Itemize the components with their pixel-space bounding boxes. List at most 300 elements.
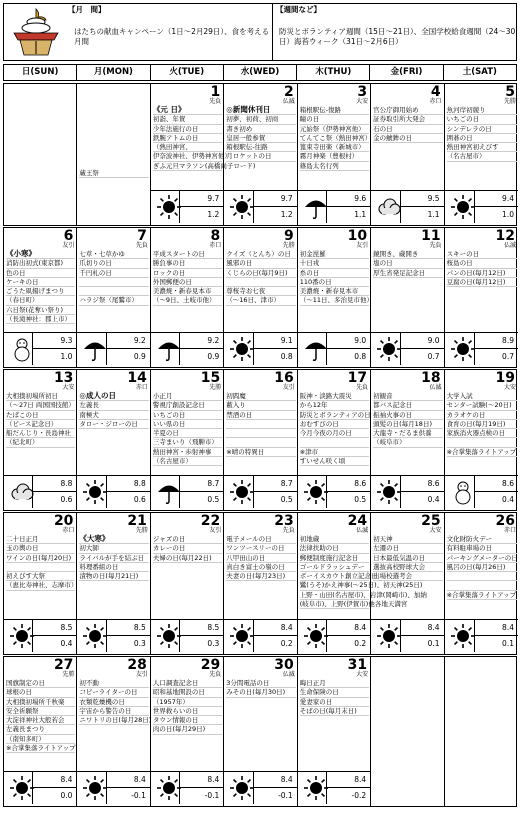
event-line: 頭髪の日(毎月18日) [373, 420, 442, 429]
temp-low: 0.4 [474, 492, 518, 508]
event-line [226, 438, 295, 447]
day-number: 12 [495, 228, 515, 244]
event-line: 夫婦の日(毎月22日) [153, 554, 222, 563]
event-line: 篠島太名行列 [300, 162, 369, 171]
day-number: 14 [127, 370, 147, 386]
event-line: 食育の日(毎月19日) [447, 420, 517, 429]
sun-icon [9, 775, 35, 801]
temp-high: 9.2 [106, 333, 150, 349]
day-events [300, 679, 369, 716]
rokuyo-label: 先勝 [209, 384, 222, 391]
day-events [373, 106, 442, 143]
temp-high: 8.4 [326, 620, 370, 636]
day-cell [445, 370, 518, 510]
event-line: 法律扶助の日 [300, 544, 369, 553]
dow-sun: 日(SUN) [4, 65, 77, 80]
snowman-icon [450, 479, 476, 505]
event-line: （春日町） [6, 296, 75, 305]
week-row [3, 512, 517, 655]
temp-high: 9.2 [179, 333, 223, 349]
temp-low: 0.6 [32, 492, 76, 508]
event-line: 初閻魔 [226, 392, 295, 401]
sun-icon [303, 775, 329, 801]
event-line: 阪神・淡路大震災 [300, 392, 369, 401]
event-line [447, 581, 517, 590]
day-number: 2 [283, 84, 294, 100]
sun-icon [229, 775, 255, 801]
event-line: 都バス記念日 [373, 401, 442, 410]
day-cell [77, 513, 150, 654]
empty-day-cell [4, 84, 77, 225]
event-line: 藪入り [226, 401, 295, 410]
event-line: ケーキの日 [6, 278, 75, 287]
dow-thu: 木(THU) [297, 65, 370, 80]
event-line: 糸の日 [300, 269, 369, 278]
event-line: 美濃焼・新春見本市 [300, 287, 369, 296]
event-line: 二十日正月 [6, 535, 75, 544]
cloud-icon [9, 479, 35, 505]
empty-day-cell [77, 84, 150, 225]
event-line: 豆腐の日(毎月12日) [447, 278, 517, 287]
day-events [299, 250, 373, 306]
sun-icon [376, 479, 402, 505]
weather-box [445, 190, 518, 225]
temp-low: 1.1 [400, 207, 444, 223]
event-line: 世界救らいの日 [153, 707, 222, 716]
event-line: ぎふ元旦マラソン(高橋尚子ロード) [152, 161, 256, 170]
event-line: ※合掌集落ライトアップ [446, 590, 517, 599]
event-line: 人口調査記念日 [153, 679, 222, 688]
event-line: 初大師 [79, 544, 148, 553]
rokuyo-label: 先負 [356, 384, 369, 391]
event-line: 玉の輿の日 [6, 544, 75, 553]
rokuyo-label: 仏滅 [282, 98, 295, 105]
event-line: （～16日、津市） [226, 296, 295, 305]
event-line: 船だんじり・長島神社 [6, 429, 75, 438]
day-cell [224, 513, 297, 654]
event-line: いい県の日 [153, 420, 222, 429]
event-line: ※晴の特異日 [226, 448, 295, 457]
calendar-page [3, 3, 517, 811]
day-events [226, 250, 295, 306]
day-number: 29 [200, 657, 221, 673]
temp-low: 0.5 [326, 492, 370, 508]
week-row [3, 83, 517, 226]
event-line: センター試験(～20日) [447, 401, 517, 410]
event-line: 大相撲初場所初日 [6, 392, 75, 401]
event-line: 初詣、年賀 [153, 115, 222, 124]
dow-tue: 火(TUE) [151, 65, 224, 80]
temp-low: 0.5 [253, 492, 297, 508]
temp-high: 8.4 [474, 620, 518, 636]
day-events [300, 392, 369, 466]
rokuyo-label: 先負 [429, 242, 442, 249]
event-line: から12年 [300, 401, 369, 410]
day-number: 31 [347, 657, 368, 673]
event-line [447, 438, 517, 447]
event-line: ジャズの日 [153, 535, 222, 544]
day-cell [298, 228, 371, 367]
event-line: 初天神 [373, 535, 442, 544]
event-line: タロー・ジローの日 [79, 420, 148, 429]
event-line: 金の鯱鉾の日 [373, 134, 442, 143]
event-line: 皇居一般参賀 [226, 134, 295, 143]
event-line: ロックの日 [153, 269, 222, 278]
event-line: 爪切りの日 [79, 259, 148, 268]
day-events [6, 250, 75, 324]
sun-icon [450, 336, 476, 362]
temp-low: 1.0 [32, 349, 76, 365]
day-number: 4 [430, 84, 441, 100]
event-line: スキーの日 [447, 250, 517, 259]
umbrella-icon [303, 336, 329, 362]
sun-icon [376, 336, 402, 362]
day-cell [151, 228, 224, 367]
event-line: クイズ（とんち）の日 [226, 250, 295, 259]
event-line: 今月今夜の月の日 [300, 429, 369, 438]
day-number: 9 [283, 228, 294, 244]
rokuyo-label: 赤口 [503, 527, 516, 534]
day-number: 11 [421, 228, 441, 244]
temp-high: 8.4 [400, 620, 444, 636]
temp-high: 9.3 [32, 333, 76, 349]
temp-high: 8.5 [179, 620, 223, 636]
event-line: 色の日 [6, 269, 75, 278]
day-cell [4, 228, 77, 367]
event-line: 初えびす大祭 [6, 572, 75, 581]
weather-box [77, 475, 149, 510]
event-line: 夫妻の日(毎月23日) [226, 572, 295, 581]
event-line: ◎成人の日 [79, 392, 148, 401]
weather-box [298, 771, 370, 806]
sun-icon [156, 623, 182, 649]
temp-high: 8.6 [400, 476, 444, 492]
temp-low: 0.4 [32, 636, 76, 652]
weather-box [151, 619, 223, 654]
weather-box [371, 475, 443, 510]
weather-box [151, 332, 223, 367]
rokuyo-label: 赤口 [62, 527, 75, 534]
event-line: 《元 日》 [153, 106, 222, 115]
event-line: ワインの日(毎月20日) [6, 554, 75, 563]
temp-low: 0.7 [474, 349, 518, 365]
weather-box [224, 771, 296, 806]
event-line: 消防出初式(東京都) [6, 259, 75, 268]
rokuyo-label: 赤口 [135, 384, 148, 391]
day-cell [77, 657, 150, 806]
event-line: 官公庁御用始め [373, 106, 442, 115]
temp-high: 9.4 [474, 191, 518, 207]
day-cell [298, 84, 371, 225]
sun-icon [82, 775, 108, 801]
weather-box [445, 332, 518, 367]
snowman-icon [9, 336, 35, 362]
sun-icon [229, 623, 255, 649]
rokuyo-label: 先負 [282, 527, 295, 534]
day-number: 13 [53, 370, 74, 386]
day-cell [77, 370, 150, 510]
rokuyo-label: 友引 [282, 384, 295, 391]
event-line: たばこの日 [6, 411, 75, 420]
event-line: ※合掌集落ライトアップ [446, 447, 517, 456]
event-line: （～11日、多治見市他） [299, 296, 373, 305]
sun-icon [376, 623, 402, 649]
event-line: 美濃焼・新春見本市 [153, 287, 222, 296]
temp-low: 0.1 [474, 636, 518, 652]
event-line: 小正月 [153, 392, 222, 401]
event-line: みその日(毎月30日) [226, 688, 295, 697]
day-cell [151, 657, 224, 806]
monthly-text: はたちの献血キャンペーン（1日～2月29日）、食を考える月間 [74, 27, 270, 46]
day-cell [298, 657, 371, 806]
day-cell [371, 228, 444, 367]
event-line: 電子メールの日 [226, 535, 295, 544]
event-line: （ピース記念日） [6, 420, 75, 429]
week-row [3, 656, 517, 807]
weather-box [224, 475, 296, 510]
temp-low: 1.0 [474, 207, 518, 223]
event-line: ニワトリの日(毎月28日) [79, 716, 152, 725]
monthly-title: 【月 間】 [68, 5, 106, 14]
temp-low: -0.2 [326, 788, 370, 804]
day-number: 16 [274, 370, 294, 386]
event-line [226, 429, 295, 438]
temp-high: 9.1 [253, 333, 297, 349]
event-line: ハラジ祭（尾鷲市） [79, 296, 148, 305]
day-number: 18 [421, 370, 441, 386]
day-cell [445, 84, 518, 225]
event-line: 防災とボランティアの日 [299, 410, 371, 419]
event-line: 振袖火事の日 [373, 411, 442, 420]
event-line: 家族消火器点検の日 [447, 429, 517, 438]
temp-low: 0.9 [106, 349, 150, 365]
day-events [153, 679, 222, 735]
event-line [226, 278, 295, 287]
sun-icon [229, 336, 255, 362]
day-number: 8 [210, 228, 221, 244]
calendar-header [3, 3, 517, 61]
event-line: 大相撲初場所千秋楽 [6, 698, 75, 707]
temp-high: 8.6 [326, 476, 370, 492]
rokuyo-label: 先勝 [62, 671, 75, 678]
event-line: 初夢、初荷、初商 [226, 115, 295, 124]
rokuyo-label: 先勝 [282, 242, 295, 249]
temp-high: 8.4 [106, 772, 150, 788]
event-line: 初地蔵 [300, 535, 369, 544]
event-line: 六日祭(花奪い祭り) [6, 306, 75, 315]
temp-low: 0.2 [253, 636, 297, 652]
event-line: 熱田神宮初えびす [447, 143, 517, 152]
temp-low: 0.3 [106, 636, 150, 652]
weather-box [224, 332, 296, 367]
temp-high: 8.4 [253, 772, 297, 788]
empty-day-cell [445, 657, 518, 806]
sun-icon [82, 479, 108, 505]
event-line: 霧月神楽（豊根村） [300, 152, 369, 161]
event-line: 出場校選考会 [373, 572, 442, 581]
day-events [79, 535, 148, 581]
event-line: （～27日 両国国技館） [6, 401, 75, 410]
week-row [3, 227, 517, 368]
weather-box [4, 332, 76, 367]
event-line: 書き初め [226, 125, 295, 134]
event-line: 日本最低気温の日 [373, 554, 442, 563]
day-number: 28 [127, 657, 147, 673]
event-line: （名古屋市） [153, 457, 222, 466]
event-line: ※津市 [300, 448, 369, 457]
umbrella-icon [82, 336, 108, 362]
temp-low: -0.1 [179, 788, 223, 804]
weather-box [224, 619, 296, 654]
dow-wed: 水(WED) [224, 65, 297, 80]
day-events [299, 106, 372, 171]
event-line: 左義長まつり [6, 725, 75, 734]
rokuyo-label: 大安 [62, 384, 75, 391]
day-number: 6 [63, 228, 74, 244]
event-line: ボーイスカウト創立記念日 [299, 572, 378, 581]
day-cell [445, 228, 518, 367]
event-line: （長滝神社：郡上市） [6, 315, 75, 324]
event-line: 十日戎 [300, 259, 369, 268]
event-line: 勝負事の日 [153, 259, 222, 268]
rokuyo-label: 仏滅 [356, 527, 369, 534]
day-number: 7 [137, 228, 147, 244]
rokuyo-label: 先負 [209, 671, 222, 678]
event-line: コピーライターの日 [79, 688, 148, 697]
weather-box [445, 475, 518, 510]
day-events [6, 679, 75, 753]
temp-low: 0.6 [106, 492, 150, 508]
event-line: 郵便制度施行記念日 [300, 554, 369, 563]
rokuyo-label: 赤口 [209, 242, 222, 249]
temp-low: 0.5 [179, 492, 223, 508]
rokuyo-label: 仏滅 [503, 242, 516, 249]
day-number: 21 [127, 513, 147, 529]
event-line: 初金毘羅 [300, 250, 369, 259]
event-line: 箱根駅伝-往路 [226, 143, 295, 152]
event-line: 篦束寺田楽（新城市） [300, 143, 369, 152]
event-line: （紀北町） [6, 438, 75, 447]
event-line: カラオケの日 [447, 411, 517, 420]
event-line: 少年法施行の日 [153, 125, 222, 134]
sun-icon [9, 623, 35, 649]
event-line: 晦日正月 [300, 679, 369, 688]
event-line: （恵比寿神社、志摩市） [6, 581, 78, 590]
empty-day-cell [371, 657, 444, 806]
day-number: 26 [495, 513, 515, 529]
day-number: 1 [210, 84, 221, 100]
event-line: 左遷の日 [373, 544, 442, 553]
rokuyo-label: 友引 [135, 671, 148, 678]
event-line: 魚河岸初競り [447, 106, 517, 115]
day-cell [445, 513, 518, 654]
temp-high: 9.7 [179, 191, 223, 207]
temp-high: 9.7 [253, 191, 297, 207]
temp-high: 8.4 [326, 772, 370, 788]
event-line: 110番の日 [300, 278, 369, 287]
umbrella-icon [303, 194, 329, 220]
event-line: 漬物の日(毎月21日) [79, 572, 148, 581]
event-line: 警視庁創設記念日 [153, 401, 222, 410]
event-line: 選抜高校野球大会 [373, 563, 442, 572]
day-events [373, 392, 442, 448]
event-line: 厚生省発足記念日 [373, 269, 442, 278]
event-line: 生命保険の日 [300, 688, 369, 697]
event-line: 鷺(うそ)かえ神事(～25日)、初天神(25日) [299, 581, 423, 590]
rokuyo-label: 先勝 [135, 527, 148, 534]
sun-icon [229, 194, 255, 220]
day-cell [77, 228, 150, 367]
temp-low: 0.7 [400, 349, 444, 365]
temp-low: 0.0 [32, 788, 76, 804]
day-events [447, 250, 517, 287]
sun-icon [156, 775, 182, 801]
umbrella-icon [156, 336, 182, 362]
day-cell [298, 370, 371, 510]
day-events [447, 392, 517, 457]
day-cell [4, 513, 77, 654]
rokuyo-label: 大安 [429, 527, 442, 534]
event-line: すいせん咲く頃 [300, 457, 369, 466]
rokuyo-label: 友引 [209, 527, 222, 534]
temp-high: 9.5 [400, 191, 444, 207]
event-line: ごうた凧揚げまつり [6, 287, 75, 296]
temp-high: 9.0 [326, 333, 370, 349]
event-line: 鉄腕アトムの日 [153, 134, 222, 143]
event-line: 3分間電話の日 [226, 679, 295, 688]
event-line: 半夏の日 [153, 429, 222, 438]
sun-icon [229, 479, 255, 505]
dow-sat: 土(SAT) [462, 67, 497, 77]
event-line: 七草・七草かゆ [79, 250, 148, 259]
event-line: 真白き富士の嶺の日 [226, 563, 295, 572]
event-line: 石の日 [373, 125, 442, 134]
day-cell [371, 84, 444, 225]
sun-icon [450, 623, 476, 649]
temp-low: 0.2 [326, 636, 370, 652]
event-line: 球根の日 [6, 688, 75, 697]
dow-fri: 金(FRI) [370, 65, 443, 80]
event-line: 八甲田山の日 [226, 554, 295, 563]
temp-high: 8.4 [32, 772, 76, 788]
rokuyo-label: 先負 [209, 98, 222, 105]
rokuyo-label: 大安 [503, 384, 516, 391]
event-line: ライバルが手を結ぶ日 [79, 554, 148, 563]
day-events [6, 392, 75, 448]
weather-box [224, 190, 296, 225]
day-cell [224, 370, 297, 510]
rokuyo-label: 大安 [356, 671, 369, 678]
temp-high: 8.7 [179, 476, 223, 492]
event-line: ワンツースリーの日 [226, 544, 295, 553]
event-line: 桜島の日 [447, 259, 517, 268]
day-number: 17 [347, 370, 368, 386]
temp-high: 8.4 [179, 772, 223, 788]
weather-box [77, 771, 149, 806]
temp-high: 8.5 [106, 620, 150, 636]
event-line: 昭和基地開設の日 [153, 688, 222, 697]
day-events [447, 535, 517, 600]
weather-box [151, 190, 223, 225]
event-line: （岐阜市） [373, 438, 442, 447]
temp-high: 8.4 [253, 620, 297, 636]
temp-low: -0.1 [106, 788, 150, 804]
event-line: タウン情報の日 [153, 716, 222, 725]
event-line: （名古屋市） [447, 152, 517, 161]
weather-box [298, 190, 370, 225]
event-line: 安全祈願祭 [6, 707, 75, 716]
event-line: 宇宙から警告の日 [79, 707, 148, 716]
